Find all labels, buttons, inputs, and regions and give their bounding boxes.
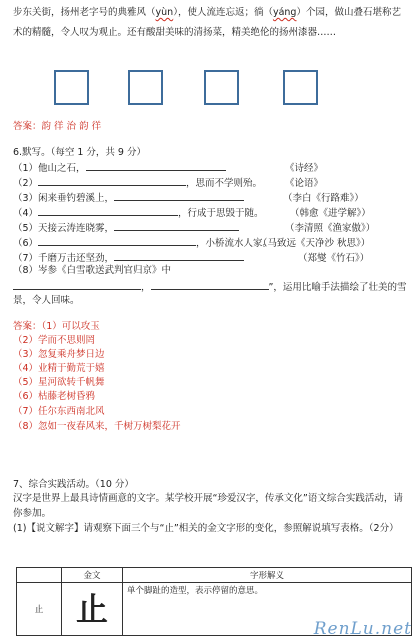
q6-item-3-blank[interactable] xyxy=(114,190,244,201)
q6-item-6-source: （马致远《天净沙 秋思》） xyxy=(258,238,371,249)
answer-5-text: 韵 徉 治 韵 徉 xyxy=(41,121,102,132)
answer-6-item-2: （2）学而不思则罔 xyxy=(13,335,96,346)
answer-box-1[interactable] xyxy=(54,70,89,105)
answer-6-item-1: 答案：（1）可以攻玉 xyxy=(13,321,100,332)
answer-6-item-4: （4）业精于勤荒于嬉 xyxy=(13,363,105,374)
answer-box-4[interactable] xyxy=(283,70,318,105)
intro-line1-post: ）个园，做山叠石堪称艺 xyxy=(296,7,401,18)
table-meaning-cell[interactable]: 单个脚趾的造型，表示停留的意思。 xyxy=(123,583,412,636)
q6-item-8-tail: ”，运用比喻手法描绘了壮美的雪 xyxy=(268,282,407,293)
answer-6-item-5: （5）星河欲转千帆舞 xyxy=(13,377,105,388)
pinyin-yang: yáng xyxy=(272,7,297,18)
answer-box-3[interactable] xyxy=(204,70,239,105)
q7-paragraph-2: (1)【说文解字】请观察下面三个与“止”相关的金文字形的变化，参照解说填写表格。（2分） xyxy=(13,523,399,534)
q6-item-7-source: （郑燮《竹石》） xyxy=(298,253,370,264)
pinyin-yun: yùn xyxy=(155,7,174,18)
q6-item-5-source: （李清照《渔家傲》） xyxy=(285,223,376,234)
table-header-jinwen: 金文 xyxy=(62,568,123,583)
q6-item-4-blank[interactable] xyxy=(38,205,178,216)
q6-item-7 xyxy=(13,250,244,265)
q6-item-4-post: ，行成于思毁于随。 xyxy=(178,208,264,219)
answer-6-item-7: （7）任尔东西南北风 xyxy=(13,406,105,417)
answer-6-item-3: （3）忽复乘舟梦日边 xyxy=(13,349,105,360)
q6-item-5-blank[interactable] xyxy=(114,220,239,231)
jinwen-glyph-cell xyxy=(62,583,123,636)
q6-item-3-pre: 闲来垂钓碧溪上， xyxy=(38,193,115,204)
answer-box-2[interactable] xyxy=(128,70,163,105)
answer-6-item-6: （6）枯藤老树昏鸦 xyxy=(13,391,96,402)
q6-item-6-num: （6） xyxy=(13,238,39,249)
q6-item-5-pre: 天接云涛连晓雾， xyxy=(38,223,115,234)
q6-item-6-blank[interactable] xyxy=(38,235,196,246)
q6-item-7-blank[interactable] xyxy=(114,250,244,261)
q6-item-5-num: （5） xyxy=(13,223,39,234)
table-header-meaning: 字形解义 xyxy=(123,568,412,583)
q6-item-1-source: 《诗经》 xyxy=(285,163,324,174)
intro-line-2: 术的精髓，令人叹为观止。还有酸甜美味的清扬菜，精美绝伦的扬州漆器…… xyxy=(13,27,337,38)
watermark-logo: RenLu.net xyxy=(313,619,412,639)
q6-item-3 xyxy=(13,190,244,205)
q7-paragraph-1: 汉字是世界上最具诗情画意的文字。某学校开展“珍爱汉字，传承文化”语文综合实践活动，请你参加。 xyxy=(13,493,403,519)
q6-item-3-source: （李白《行路难》） xyxy=(283,193,364,204)
table-header-empty xyxy=(17,568,62,583)
q6-item-6 xyxy=(13,235,272,250)
q6-item-4-num: （4） xyxy=(13,208,39,219)
q6-item-8-line-2: ， ”，运用比喻手法描绘了壮美的雪 xyxy=(13,279,406,294)
q6-item-2-post: ，思而不学则殆。 xyxy=(186,178,263,189)
q6-item-2 xyxy=(13,175,262,190)
answer-5 xyxy=(13,120,101,133)
q6-item-1-num: （1） xyxy=(13,163,39,174)
answer-6-item-8: （8）忽如一夜春风来，千树万树梨花开 xyxy=(13,421,181,432)
q6-item-1 xyxy=(13,160,226,175)
intro-line1-mid: ），使人流连忘返；徜（ xyxy=(173,7,273,18)
q6-item-2-num: （2） xyxy=(13,178,39,189)
q6-heading: 6.默写。（每空 1 分，共 9 分） xyxy=(13,147,146,158)
q6-item-8-blank-2[interactable] xyxy=(151,279,269,290)
q6-item-1-pre: 他山之石， xyxy=(38,163,86,174)
q6-item-4-source: （韩愈《进学解》） xyxy=(290,208,371,219)
q6-item-6-post: ，小桥流水人家。 xyxy=(196,238,273,249)
q6-item-7-pre: 千磨万击还坚劲， xyxy=(38,253,115,264)
q6-item-2-blank[interactable] xyxy=(38,175,186,186)
intro-line1-pre: 步东关街，扬州老字号的典雅风（ xyxy=(13,7,156,18)
jinwen-glyph-icon: 止 xyxy=(75,590,108,628)
q6-item-8-line-1: （8）岑参《白雪歌送武判官归京》中 xyxy=(13,265,172,276)
q6-item-3-num: （3） xyxy=(13,193,39,204)
q6-item-2-source: 《论语》 xyxy=(285,178,324,189)
q6-item-8-blank-1[interactable] xyxy=(13,279,141,290)
q6-item-7-num: （7） xyxy=(13,253,39,264)
q6-item-1-blank[interactable] xyxy=(86,160,226,171)
answer-5-label: 答案： xyxy=(13,121,42,132)
q7-heading: 7、综合实践活动。（10 分） xyxy=(13,479,134,490)
q6-item-4 xyxy=(13,205,264,220)
table-char-cell: 止 xyxy=(17,583,62,636)
q6-item-8-line-3: 景，令人回味。 xyxy=(13,295,80,306)
table-header-row xyxy=(17,568,412,583)
intro-line-1 xyxy=(13,6,401,19)
q6-item-5 xyxy=(13,220,239,235)
